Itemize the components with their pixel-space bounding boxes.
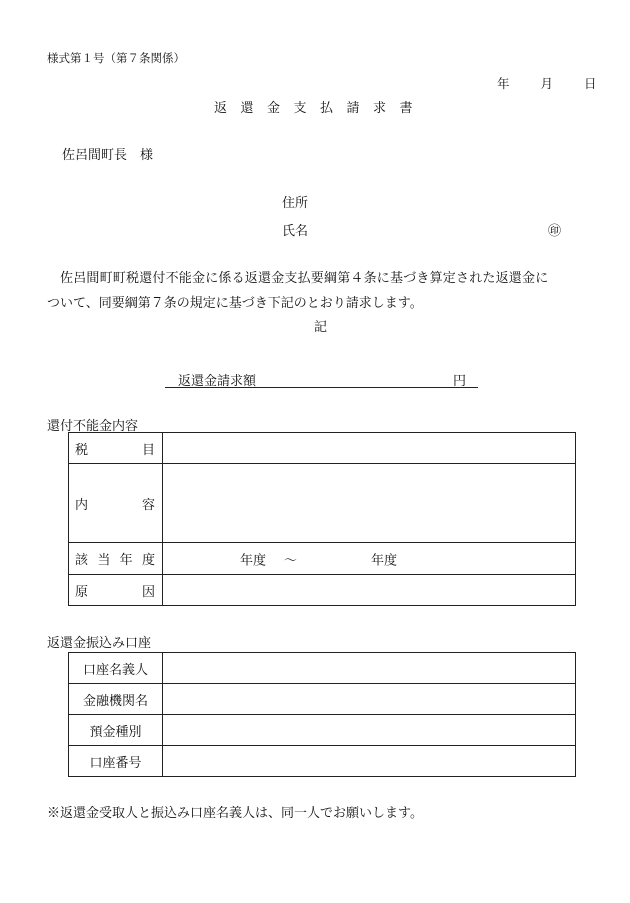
addressee: 佐呂間町長 様 [62, 148, 154, 163]
amount-field[interactable] [165, 370, 478, 388]
bank-name-field[interactable] [163, 684, 576, 715]
table-row [69, 575, 576, 606]
refund-details-title: 還付不能金内容 [47, 419, 139, 434]
deposit-type-label: 預金種別 [69, 715, 163, 746]
date-line [497, 74, 597, 92]
date-day-label: 日 [584, 76, 597, 91]
table-row [69, 433, 576, 464]
seal-mark: ㊞ [548, 224, 562, 239]
ki-heading: 記 [314, 320, 328, 335]
table-row [69, 543, 576, 575]
tax-item-label: 税 目 [69, 433, 163, 464]
account-section-title: 返還金振込み口座 [47, 636, 152, 651]
table-row [69, 684, 576, 715]
fiscal-year-tilde: ～ [284, 553, 298, 568]
fiscal-year-label: 該 当 年 度 [69, 543, 163, 575]
footnote: ※返還金受取人と振込み口座名義人は、同一人でお願いします。 [47, 806, 423, 821]
account-number-label: 口座番号 [69, 746, 163, 777]
content-label: 内 容 [69, 464, 163, 543]
fiscal-year-to: 年度 [371, 553, 398, 568]
account-holder-field[interactable] [163, 653, 576, 684]
table-row [69, 715, 576, 746]
table-row [69, 746, 576, 777]
fiscal-year-field[interactable] [163, 543, 576, 575]
document-title: 返還金支払請求書 [214, 101, 427, 116]
date-month-label: 月 [540, 76, 554, 91]
amount-label: 返還金請求額 [178, 374, 257, 389]
table-row [69, 653, 576, 684]
address-label: 住所 [282, 196, 309, 211]
refund-details-table [68, 432, 576, 606]
name-label: 氏名 [282, 224, 309, 239]
account-table [68, 652, 576, 777]
request-body-line-1: 佐呂間町町税還付不能金に係る返還金支払要綱第４条に基づき算定された返還金に [60, 271, 549, 286]
fiscal-year-from: 年度 [240, 553, 267, 568]
cause-field[interactable] [163, 575, 576, 606]
content-field[interactable] [163, 464, 576, 543]
request-body [47, 266, 602, 316]
tax-item-field[interactable] [163, 433, 576, 464]
bank-name-label: 金融機関名 [69, 684, 163, 715]
form-number: 様式第１号（第７条関係） [47, 51, 185, 65]
account-holder-label: 口座名義人 [69, 653, 163, 684]
request-body-line-2: ついて、同要綱第７条の規定に基づき下記のとおり請求します。 [47, 296, 423, 311]
amount-unit: 円 [453, 374, 467, 389]
date-year-label: 年 [497, 76, 510, 91]
cause-label: 原 因 [69, 575, 163, 606]
deposit-type-field[interactable] [163, 715, 576, 746]
account-number-field[interactable] [163, 746, 576, 777]
table-row [69, 464, 576, 543]
